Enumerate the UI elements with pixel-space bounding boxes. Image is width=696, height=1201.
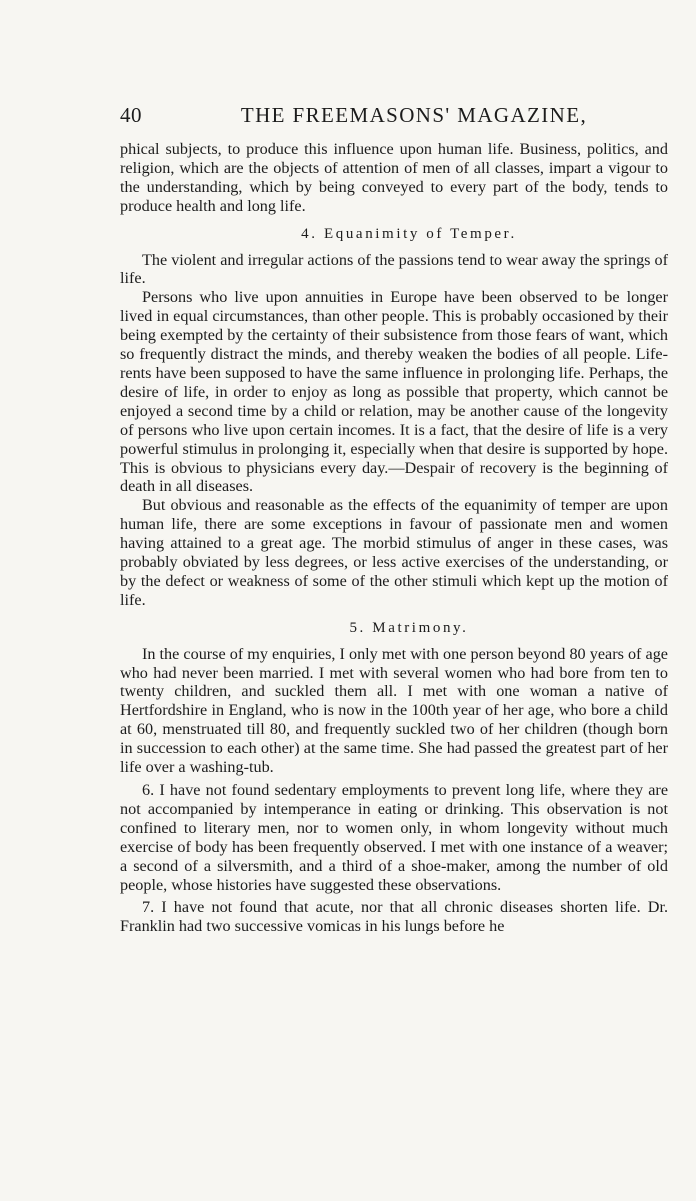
article-body [120,140,668,936]
page-header [120,103,668,129]
paragraph-continuation: phical subjects, to produce this influence upon human life. Business, politics, and religion, which are the objects of attention of men of all classes, impart a vigour to the understanding, which by being conveyed to every part of the body, tends to produce health and long life. [120,140,668,215]
paragraph: In the course of my enquiries, I only met with one person beyond 80 years of age who had never been married. I met with several women who had bore from ten to twenty children, and suckled them all. I met with one woman a native of Hertfordshire in England, who is now in the 100th year of her age, who bore a child at 60, menstruated till 80, and frequently suckled two of her children (though born in succession to each other) at the same time. She had passed the greatest part of her life over a washing-tub. [120,644,668,777]
section-heading-equanimity: 4. Equanimity of Temper. [301,225,517,242]
section-heading-matrimony: 5. Matrimony. [349,619,469,636]
running-title: THE FREEMASONS' MAGAZINE, [240,103,588,127]
paragraph-numbered-6: 6. I have not found sedentary employments to prevent long life, where they are not accompanied by intemperance in eating or drinking. This observation is not confined to literary men, nor to women only, in whom longevity without much exercise of body has been frequently observed. I met with one instance of a weaver; a second of a silversmith, and a third of a shoe-maker, among the number of old people, whose histories have suggested these observations. [120,781,668,894]
paragraph: The violent and irregular actions of the passions tend to wear away the springs of life. [120,250,668,288]
paragraph: But obvious and reasonable as the effects of the equanimity of temper are upon human life, there are some exceptions in favour of passionate men and women having attained to a great age. The morbid stimulus of anger in these cases, was probably obviated by less degrees, or less active exercises of the understanding, or by the defect or weakness of some of the other stimuli which kept up the motion of life. [120,496,668,609]
page-number: 40 [120,103,142,127]
paragraph: Persons who live upon annuities in Europe have been observed to be longer lived in equal circumstances, than other people. This is probably occasioned by their being exempted by the certainty of their subsistence from those fears of want, which so frequently distract the minds, and thereby weaken the bodies of all people. Life-rents have been supposed to have the same influence in prolonging life. Perhaps, the desire of life, in order to enjoy as long as possible that property, which cannot be enjoyed a second time by a child or relation, may be another cause of the longevity of persons who live upon certain incomes. It is a fact, that the desire of life is a very powerful stimulus in prolonging it, especially when that desire is supported by hope. This is obvious to physicians every day.—Despair of recovery is the beginning of death in all diseases. [120,288,668,496]
paragraph-numbered-7: 7. I have not found that acute, nor that all chronic diseases shorten life. Dr. Franklin had two successive vomicas in his lungs before he [120,898,668,936]
